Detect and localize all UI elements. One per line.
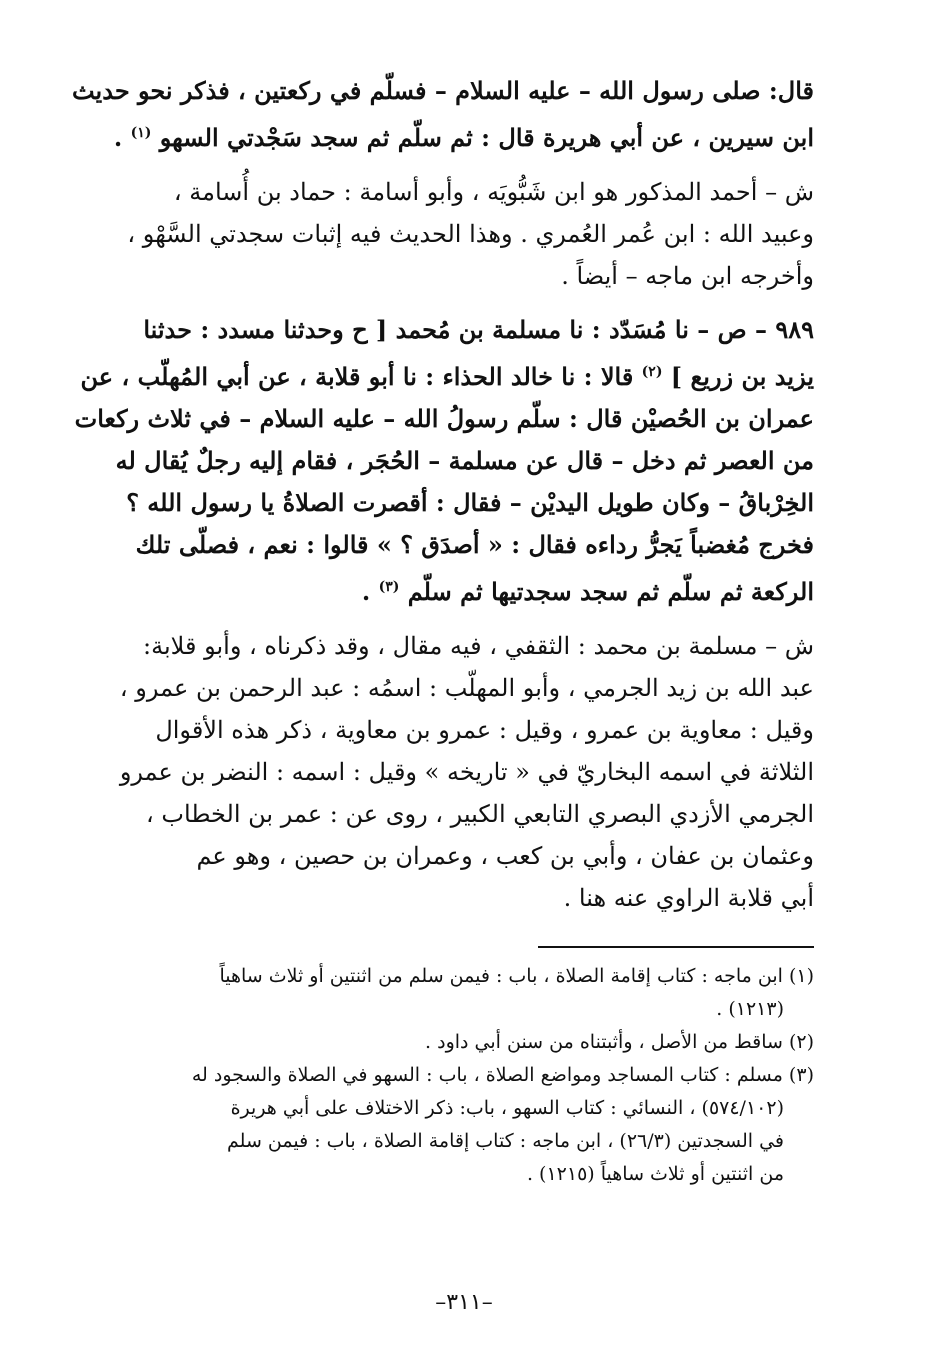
text-line: الثلاثة في اسمه البخاريّ في « تاريخه » وقيل : اسمه : النضر بن عمرو — [119, 758, 814, 786]
page-number: –٣١١– — [435, 1290, 493, 1315]
footnote-3: (٣) مسلم : كتاب المساجد ومواضع الصلاة ، باب : السهو في الصلاة والسجود له — [191, 1064, 814, 1086]
footnote-separator — [538, 946, 814, 948]
commentary-paragraph-2 — [119, 625, 814, 919]
footnote-3-cont: (٥٧٤/١٠٢) ، النسائي : كتاب السهو ، باب: ذكر الاختلاف على أبي هريرة — [230, 1097, 784, 1119]
hadith-text-continued — [71, 70, 814, 159]
commentary-paragraph-1 — [127, 171, 814, 297]
footnotes — [132, 960, 814, 1191]
text-line: الخِرْباقُ – وكان طويل اليديْن – فقال : أقصرت الصلاةُ يا رسول الله ؟ — [126, 488, 814, 517]
text-line: يزيد بن زريع ] $^{(٢)}$ قالا : نا خالد الحذاء : نا أبو قلابة ، عن أبي المُهلّب ، عن — [80, 362, 814, 391]
footnote-2: (٢) ساقط من الأصل ، وأثبتناه من سنن أبي داود . — [425, 1031, 814, 1053]
text-line: من العصر ثم دخل – قال عن مسلمة – الحُجَر ، فقام إليه رجلٌ يُقال له — [115, 446, 814, 475]
footnote-ref-1: (١) — [130, 125, 152, 141]
text-line: أبي قلابة الراوي عنه هنا . — [563, 884, 814, 912]
text-line: وأخرجه ابن ماجه – أيضاً . — [561, 262, 814, 290]
text-line: ش – مسلمة بن محمد : الثقفي ، فيه مقال ، وقد ذكرناه ، وأبو قلابة: — [143, 632, 814, 660]
footnote-3-cont: من اثنتين أو ثلاث ساهياً (١٢١٥) . — [526, 1163, 784, 1185]
main-text — [71, 70, 814, 931]
footnote-ref-2: (٢) — [641, 364, 663, 380]
text-line: ش – أحمد المذكور هو ابن شَبُّويَه ، وأبو أسامة : حماد بن أُسامة ، — [173, 178, 814, 206]
text-line: وعثمان بن عفان ، وأبي بن كعب ، وعمران بن حصين ، وهو عم — [196, 842, 814, 870]
text-line: الجرمي الأزدي البصري التابعي الكبير ، روى عن : عمر بن الخطاب ، — [146, 800, 814, 828]
footnote-ref-3: (٣) — [378, 579, 400, 595]
text-line: عبد الله بن زيد الجرمي ، وأبو المهلّب : اسمُه : عبد الرحمن بن عمرو ، — [119, 674, 814, 702]
footnote-1-cont: (١٢١٣) . — [716, 998, 784, 1020]
text-line: عمران بن الحُصيْن قال : سلّم رسولُ الله – عليه السلام – في ثلاث ركعات — [74, 404, 814, 433]
text-line: فخرج مُغضباً يَجرُّ رداءه فقال : « أصدَق ؟ » قالوا : نعم ، فصلّى تلك — [135, 530, 814, 559]
hadith-989 — [74, 309, 814, 613]
text-line: وقيل : معاوية بن عمرو ، وقيل : عمرو بن معاوية ، ذكر هذه الأقوال — [155, 716, 814, 744]
text-line: ٩٨٩ – ص – نا مُسَدّد : نا مسلمة بن مُحمد [ ح وحدثنا مسدد : حدثنا — [143, 315, 814, 344]
text-line: الركعة ثم سلّم ثم سجد سجدتيها ثم سلّم $^{(٣)}$ . — [361, 577, 814, 606]
text-line: قال: صلى رسول الله – عليه السلام – فسلّم في ركعتين ، فذكر نحو حديث — [71, 76, 814, 105]
text-line: وعبيد الله : ابن عُمر العُمري . وهذا الحديث فيه إثبات سجدتي السَّهْو ، — [127, 220, 814, 248]
text-line: ابن سيرين ، عن أبي هريرة قال : ثم سلّم ثم سجد سَجْدتي السهو $^{(١)}$ . — [113, 123, 814, 152]
footnote-3-cont: في السجدتين (٢٦/٣) ، ابن ماجه : كتاب إقامة الصلاة ، باب : فيمن سلم — [227, 1130, 784, 1152]
footnote-1: (١) ابن ماجه : كتاب إقامة الصلاة ، باب : فيمن سلم من اثنتين أو ثلاث ساهياً — [219, 965, 814, 987]
